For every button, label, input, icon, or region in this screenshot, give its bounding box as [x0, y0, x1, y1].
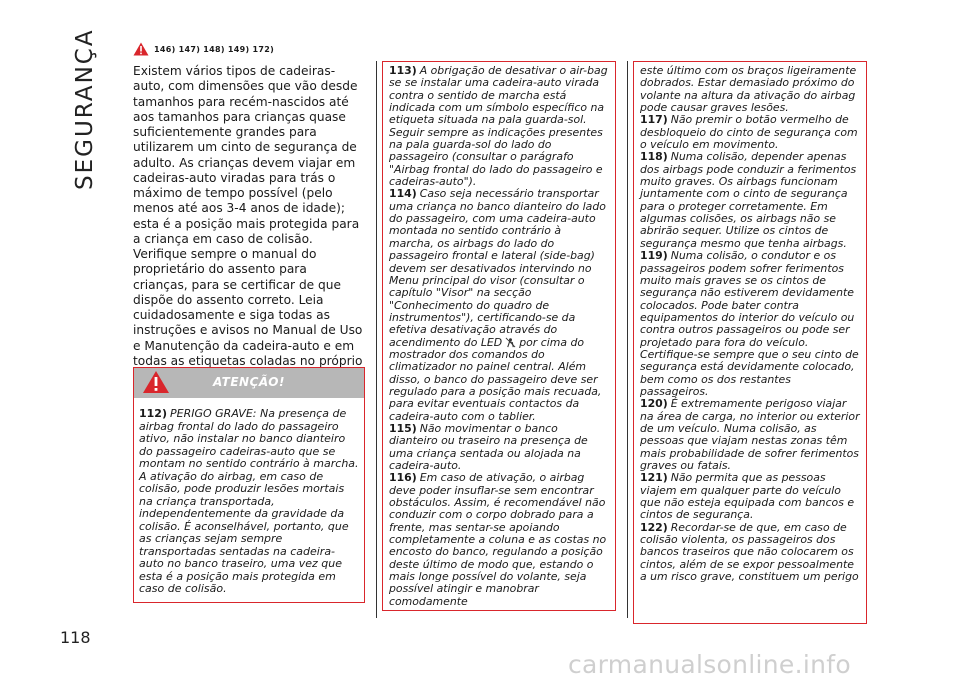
airbag-off-icon: [505, 337, 516, 348]
note-117: 117) Não premir o botão vermelho de desbloqueio do cinto de segurança com o veículo em movimento.: [640, 113, 858, 152]
refs-text: 146) 147) 148) 149) 172): [154, 44, 275, 54]
notes-column-3: [633, 61, 867, 624]
note-119: 119) Numa colisão, o condutor e os passageiros podem sofrer ferimentos muito mais graves se os cintos de segurança não estiverem devidamente colocados. Pode bater contra equipamentos do interior do veículo ou contra outros passageiros ou pode ser projetado para fora do veículo. Certifique-se sempre que o seu cinto de segurança está devidamente colocado, bem como os dos restantes passageiros.: [640, 249, 859, 398]
intro-column: [133, 40, 365, 384]
note-122: 122) Recordar-se de que, em caso de colisão violenta, os passageiros dos bancos traseiros que não colocarem os cintos, além de se expor pessoalmente a um risco grave, constituem um perigo: [640, 520, 859, 584]
warning-header: [134, 368, 364, 398]
warning-triangle-icon: [133, 42, 149, 56]
note-118: 118) Numa colisão, depender apenas dos airbags pode conduzir a ferimentos muito graves. Os airbags funcionam juntamente com o cinto de segurança para o proteger corretamente. Em algumas colisões, os airbags não se abrirão sequer. Utilize os cintos de segurança mesmo que tenha airbags.: [640, 150, 857, 250]
note-116: 116) Em caso de ativação, o airbag deve poder insuflar-se sem encontrar obstáculos. Assim, é recomendável não conduzir com o corpo dobrado para a frente, mas sentar-se apoiando completamente a coluna e as costas no encosto do banco, regulando a posição deste último de modo que, estando o mais longe possível do volante, seja possível atingir e manobrar comodamente: [389, 471, 607, 608]
page-number: 118: [60, 628, 91, 647]
watermark: carmanualsonline.info: [568, 650, 851, 679]
note-references: [133, 40, 365, 58]
notes-column-2: [382, 61, 616, 611]
note-114: 114) Caso seja necessário transportar uma criança no banco dianteiro do lado do passageiro, com uma cadeira-auto montada no sentido contrário à marcha, os airbags do lado do passageiro frontal e lateral (side-bag) devem ser desativados intervindo no Menu principal do visor (consultar o capítulo "Visor" na secção "Conhecimento do quadro de instrumentos"), certificando-se da efetiva desativação através do acendimento do LED por cima do mostrador dos comandos do climatizador no painel central. Além disso, o banco do passageiro deve ser regulado para a posição mais recuada, para evitar eventuais contactos da cadeira-auto com o tablier.: [389, 187, 606, 423]
section-title: SEGURANÇA: [72, 28, 98, 190]
warning-title: ATENÇÃO!: [213, 375, 285, 389]
note-121: 121) Não permita que as pessoas viajem em qualquer parte do veículo que não esteja equipada com bancos e cintos de segurança.: [640, 471, 855, 522]
note-113: 113) A obrigação de desativar o air-bag se se instalar uma cadeira-auto virada contra o sentido de marcha está indicada com um símbolo específico na etiqueta situada na pala guarda-sol. Seguir sempre as indicações presentes na pala guarda-sol do lado do passageiro (consultar o parágrafo "Airbag frontal do lado do passageiro e cadeiras-auto").: [389, 64, 608, 189]
note-116-continued: este último com os braços ligeiramente dobrados. Estar demasiado próximo do volante na altura da ativação do airbag pode causar graves lesões.: [640, 64, 857, 115]
column-divider: [627, 61, 628, 618]
note-112: 112) PERIGO GRAVE: Na presença de airbag frontal do lado do passageiro ativo, não instalar no banco dianteiro do passageiro cadeiras-auto que se montam no sentido contrário à marcha. A ativação do airbag, em caso de colisão, pode produzir lesões mortais na criança transportada, independentemente da gravidade da colisão. É aconselhável, portanto, que as crianças sejam sempre transportadas sentadas na cadeira-auto no banco traseiro, uma vez que esta é a posição mais protegida em caso de colisão.: [139, 407, 359, 595]
note-120: 120) É extremamente perigoso viajar na área de carga, no interior ou exterior de um veículo. Numa colisão, as pessoas que viajam nestas zonas têm mais probabilidade de sofrer ferimentos graves ou fatais.: [640, 397, 860, 472]
warning-box: [133, 367, 365, 603]
note-115: 115) Não movimentar o banco dianteiro ou traseiro na presença de uma criança sentada ou alojada na cadeira-auto.: [389, 421, 588, 472]
intro-paragraph: Existem vários tipos de cadeiras-auto, com dimensões que vão desde tamanhos para recém-nascidos até aos tamanhos para crianças quase suficientemente grandes para utilizarem um cinto de segurança de adulto. As crianças devem viajar em cadeiras-auto viradas para trás o máximo de tempo possível (pelo menos até aos 3-4 anos de idade); esta é a posição mais protegida para a criança em caso de colisão. Verifique sempre o manual do proprietário do assento para crianças, para se certificar de que dispõe do assento correto. Leia cuidadosamente e siga todas as instruções e avisos no Manual de Uso e Manutenção da cadeira-auto e em todas as etiquetas coladas no próprio: [133, 64, 363, 368]
column-divider: [376, 61, 377, 618]
